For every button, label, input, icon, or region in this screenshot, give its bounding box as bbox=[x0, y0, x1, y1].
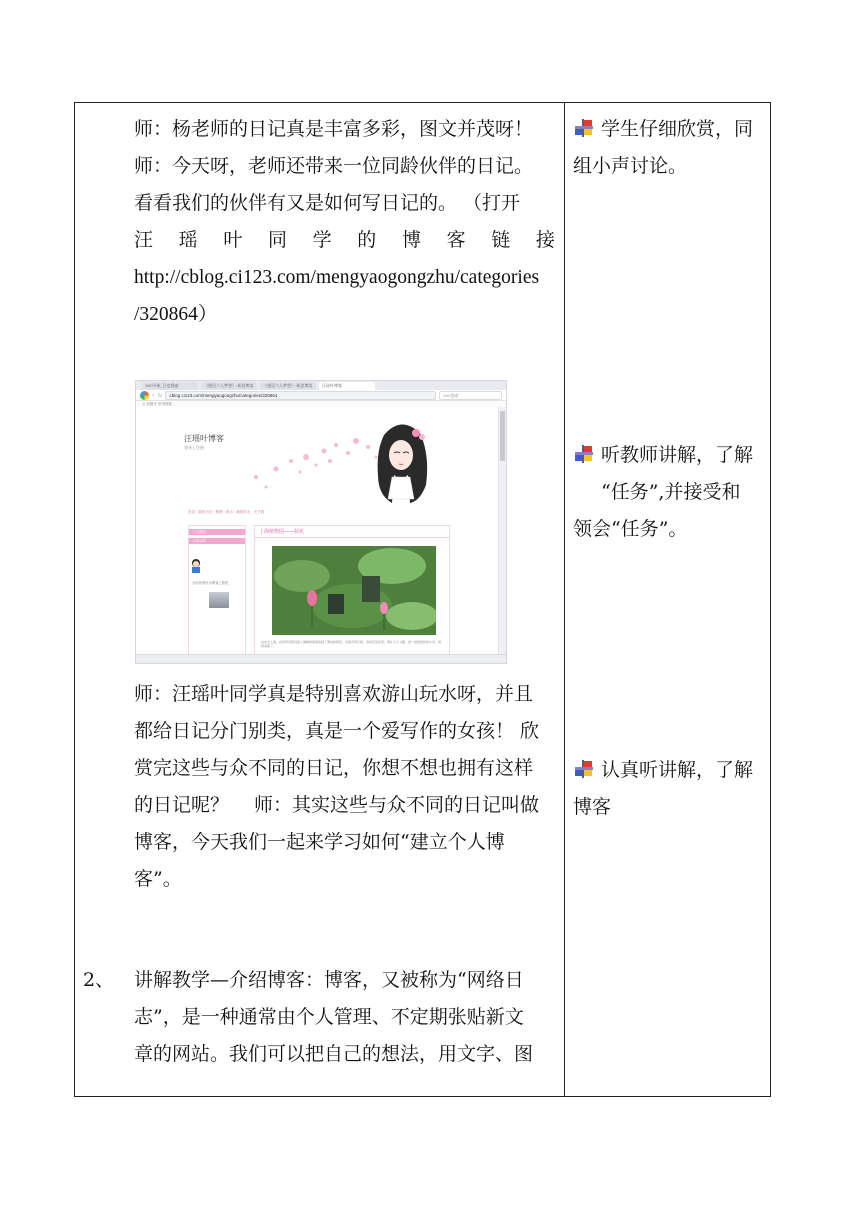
blog-url-line: http://cblog.ci123.com/mengyaogongzhu/categories bbox=[134, 267, 540, 288]
girl-illustration bbox=[370, 415, 432, 505]
text-line: 师：汪瑶叶同学真是特别喜欢游山玩水呀，并且 bbox=[134, 683, 534, 705]
text-line: 都给日记分门别类，真是一个爱写作的女孩！ 欣 bbox=[134, 720, 540, 742]
text-line: “任务”,并接受和 bbox=[601, 481, 741, 503]
text-line: 赏完这些与众不同的日记，你想不想也拥有这样 bbox=[134, 757, 534, 779]
article-text: 这次去上海，在奶奶家附近的上海植物园里看到了满池的荷花，有的开得正艳，有的还是花苞。荷叶又大又圆，像一把把绿色的小伞，真是美极了。 bbox=[261, 640, 442, 648]
article-title: 上海植物园——荷花 bbox=[255, 526, 449, 538]
flag-bullet-icon bbox=[573, 440, 595, 460]
text-line: 学生仔细欣赏，同 bbox=[601, 118, 754, 140]
column-divider bbox=[564, 103, 565, 1096]
flag-bullet-icon bbox=[573, 755, 595, 775]
lesson-table bbox=[74, 102, 771, 1097]
char: 的 bbox=[357, 229, 377, 251]
blog-nav: 首页 · 我的日记 · 相册 · 留言 · 我的好友 · 关于我 bbox=[188, 510, 265, 514]
blog-sidebar bbox=[188, 525, 246, 655]
text-line: 领会“任务”。 bbox=[573, 518, 688, 540]
char: 汪 bbox=[134, 229, 154, 251]
teaching-paragraph bbox=[134, 962, 555, 1073]
char: 同 bbox=[267, 229, 287, 251]
text-line: 章的网站。我们可以把自己的想法，用文字、图 bbox=[134, 1043, 534, 1065]
text-line: 听教师讲解，了解 bbox=[601, 444, 754, 466]
lotus-photo bbox=[272, 546, 436, 635]
char: 博 bbox=[401, 229, 421, 251]
avatar bbox=[189, 558, 203, 574]
text-line: 志”，是一种通常由个人管理、不定期张贴新文 bbox=[134, 1006, 524, 1028]
blog-subtitle: 登录 | 注册 bbox=[184, 445, 204, 450]
char: 链 bbox=[491, 229, 511, 251]
text-line: 博客，今天我们一起来学习如何“建立个人博 bbox=[134, 831, 505, 853]
char: 学 bbox=[312, 229, 332, 251]
blog-url-line: /320864） bbox=[134, 304, 218, 325]
text-line: 的日记呢？ 师：其实这些与众不同的日记叫做 bbox=[134, 794, 540, 816]
address-field: cblog.ci123.com/mengyaogongzhu/categories/320864 bbox=[165, 391, 436, 400]
search-field: 360搜索 bbox=[439, 391, 502, 400]
blog-article bbox=[254, 525, 450, 657]
text-line: 博客 bbox=[573, 796, 612, 818]
char: 客 bbox=[446, 229, 466, 251]
back-icon: ‹ bbox=[152, 391, 155, 399]
text-line: 组小声讨论。 bbox=[573, 155, 688, 177]
item-number: 2、 bbox=[83, 969, 115, 991]
browser-tab: 《遇见六人梦想》-新浪博客 bbox=[260, 382, 316, 390]
blog-title: 汪瑶叶博客 bbox=[184, 434, 224, 443]
student-activity-1 bbox=[573, 111, 769, 185]
spaced-text-line bbox=[134, 222, 555, 259]
text-line: 讲解教学—介绍博客：博客，又被称为“网络日 bbox=[134, 969, 524, 991]
text-line: 客”。 bbox=[134, 868, 182, 890]
browser-tab: 360导航_百度搜索 bbox=[142, 382, 198, 390]
sidebar-header: 个人资料 bbox=[189, 529, 245, 535]
student-activity-2 bbox=[573, 437, 769, 548]
scrollbar-thumb bbox=[500, 411, 505, 461]
blog-screenshot bbox=[135, 380, 507, 664]
browser-tab: 汪瑶叶博客 bbox=[319, 382, 375, 390]
char: 叶 bbox=[223, 229, 243, 251]
bookmark-bar: ☆ 收藏夹 常用网址 bbox=[136, 401, 506, 407]
browser-tab: 《遇见六人梦想》-新浪博客 bbox=[201, 382, 257, 390]
text-line: 师：今天呀，老师还带来一位同龄伙伴的日记。 bbox=[134, 155, 534, 177]
dialogue-paragraph-2 bbox=[134, 676, 555, 898]
thumbnail-image bbox=[209, 592, 229, 608]
dialogue-paragraph-1 bbox=[134, 111, 555, 333]
sidebar-text: 开启你的快乐博客之旅吧 bbox=[192, 581, 229, 585]
sidebar-header: 文章分类 bbox=[189, 538, 245, 544]
reload-icon: ↻ bbox=[157, 391, 163, 399]
text-line: 看看我们的伙伴有又是如何写日记的。 （打开 bbox=[134, 192, 521, 214]
char: 瑶 bbox=[178, 229, 198, 251]
char: 接 bbox=[535, 229, 555, 251]
student-activity-3 bbox=[573, 752, 769, 826]
browser-address-bar bbox=[136, 390, 506, 401]
browser-tab-bar bbox=[136, 381, 506, 390]
browser-logo-icon bbox=[140, 391, 149, 400]
status-bar bbox=[136, 654, 506, 663]
text-line: 认真听讲解，了解 bbox=[601, 759, 754, 781]
blog-page bbox=[136, 407, 500, 657]
text-line: 师：杨老师的日记真是丰富多彩，图文并茂呀！ bbox=[134, 118, 534, 140]
flag-bullet-icon bbox=[573, 114, 595, 134]
